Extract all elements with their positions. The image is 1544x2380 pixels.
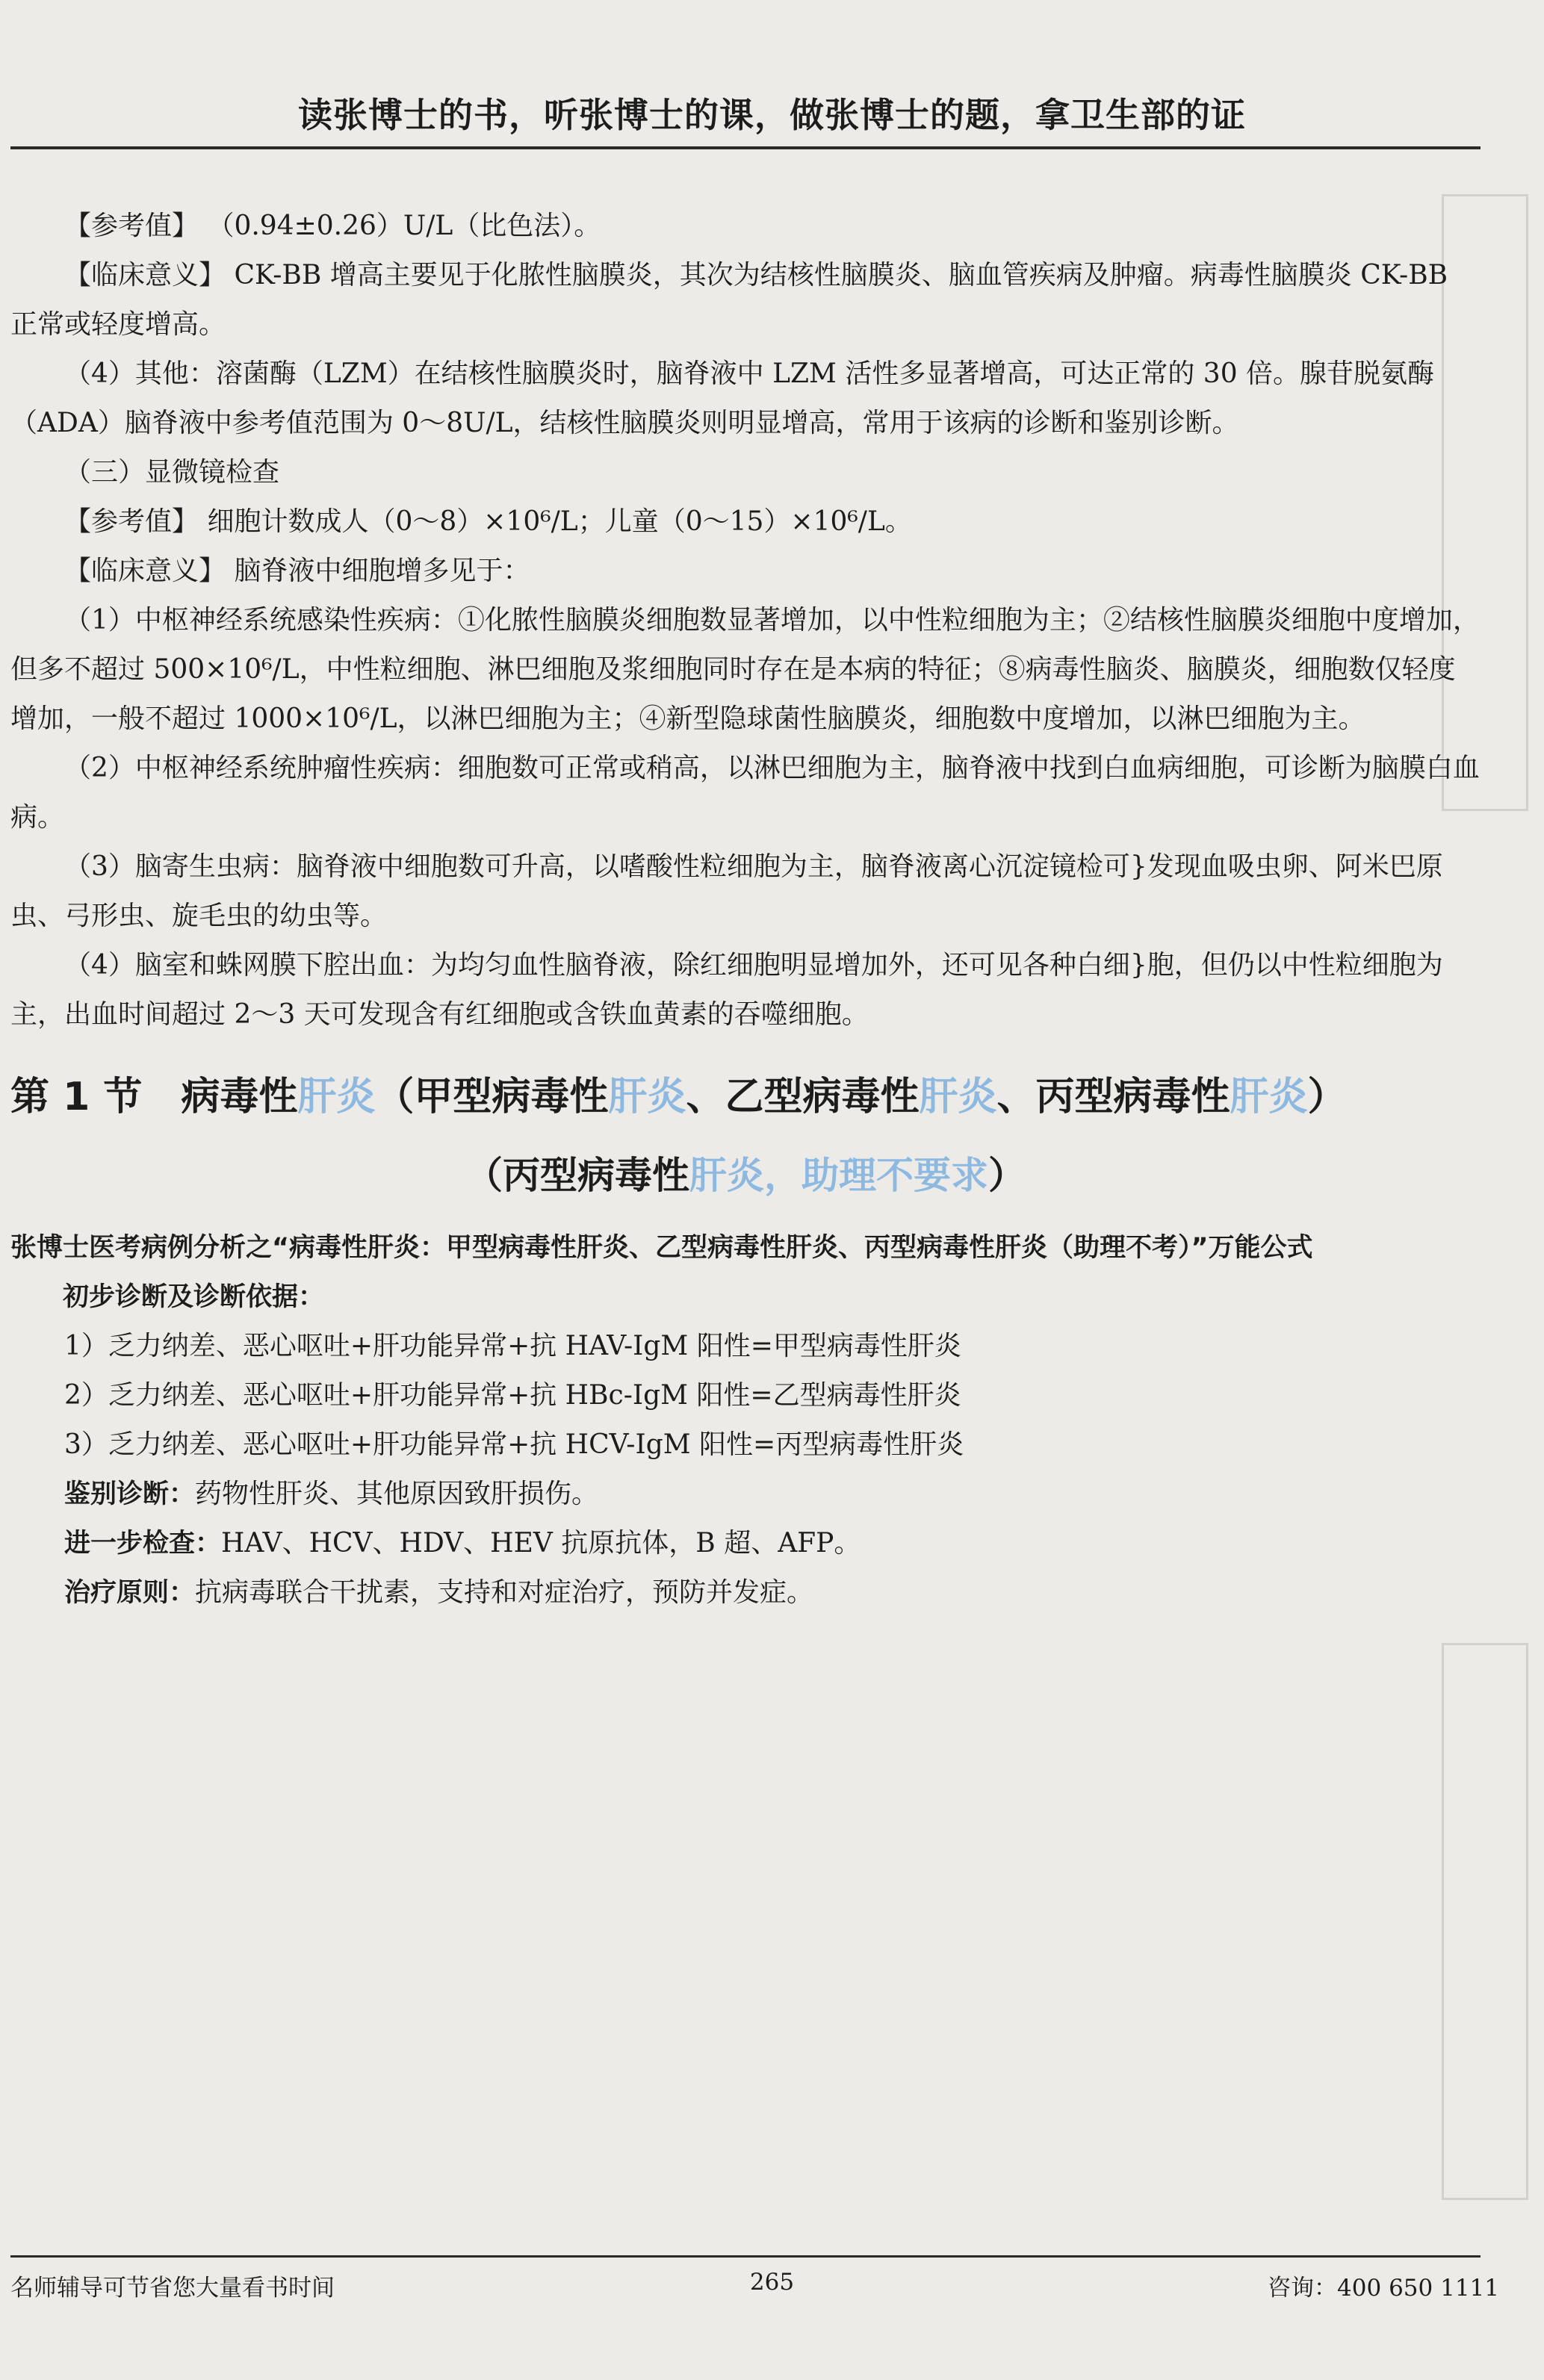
- section-heading: 第 1 节 病毒性肝炎（甲型病毒性肝炎、乙型病毒性肝炎、丙型病毒性肝炎）: [10, 1075, 1347, 1119]
- section-subheading: （丙型病毒性肝炎，助理不要求）: [465, 1154, 1026, 1197]
- bleed-through-box: [1442, 1643, 1528, 2200]
- diagnosis-heading: 初步诊断及诊断依据：: [63, 1282, 325, 1312]
- further-examination: 进一步检查：HAV、HCV、HDV、HEV 抗原抗体，B 超、AFP。: [64, 1528, 861, 1559]
- formula-intro: 张博士医考病例分析之“病毒性肝炎：甲型病毒性肝炎、乙型病毒性肝炎、丙型病毒性肝炎（助理不考）”万能公式: [10, 1233, 1313, 1263]
- footer-hotline: 咨询：400 650 1111: [1268, 2275, 1499, 2302]
- hemorrhage-item: （4）脑室和蛛网膜下腔出血：为均匀血性脑脊液，除红细胞明显增加外，还可见各种白细}胞，但仍以中性粒细胞为主，出血时间超过 2～3 天可发现含有红细胞或含铁血黄素的吞噬细胞。: [10, 950, 1443, 1030]
- page-header-title: 读张博士的书，听张博士的课，做张博士的题，拿卫生部的证: [298, 95, 1246, 135]
- differential-diagnosis: 鉴别诊断：药物性肝炎、其他原因致肝损伤。: [64, 1479, 599, 1509]
- microscopy-heading: （三）显微镜检查: [64, 457, 280, 488]
- clinical-significance-ckbb: 【临床意义】 CK-BB 增高主要见于化脓性脑膜炎，其次为结核性脑膜炎、脑血管疾病及肿瘤。病毒性脑膜炎 CK-BB 正常或轻度增高。: [10, 260, 1448, 340]
- diagnosis-hav: 1）乏力纳差、恶心呕吐+肝功能异常+抗 HAV-IgM 阳性=甲型病毒性肝炎: [64, 1331, 961, 1361]
- footer-slogan: 名师辅导可节省您大量看书时间: [10, 2275, 335, 2302]
- footer-rule: [10, 2255, 1481, 2258]
- header-rule: [10, 146, 1481, 149]
- other-enzymes-paragraph: （4）其他：溶菌酶（LZM）在结核性脑膜炎时，脑脊液中 LZM 活性多显著增高，可达正常的 30 倍。腺苷脱氨酶（ADA）脑脊液中参考值范围为 0～8U/L，结核性脑膜炎则明显增高，常用于该病的诊断和鉴别诊断。: [10, 358, 1435, 438]
- clinical-significance-cells: 【临床意义】 脑脊液中细胞增多见于：: [64, 556, 530, 586]
- ref-value-ckbb: 【参考值】 （0.94±0.26）U/L（比色法）。: [64, 211, 601, 241]
- ref-value-cell-count: 【参考值】 细胞计数成人（0～8）×10⁶/L；儿童（0～15）×10⁶/L。: [64, 506, 912, 537]
- cns-infection-item: （1）中枢神经系统感染性疾病：①化脓性脑膜炎细胞数显著增加，以中性粒细胞为主；②结核性脑膜炎细胞中度增加，但多不超过 500×10⁶/L，中性粒细胞、淋巴细胞及浆细胞同时存在是本病的特征；⑧病毒性脑炎、脑膜炎，细胞数仅轻度增加，一般不超过 1000×10⁶/L，以淋巴细胞为主；④新型隐球菌性脑膜炎，细胞数中度增加，以淋巴细胞为主。: [10, 605, 1480, 734]
- diagnosis-hcv: 3）乏力纳差、恶心呕吐+肝功能异常+抗 HCV-IgM 阳性=丙型病毒性肝炎: [64, 1429, 964, 1460]
- page-number: 265: [749, 2269, 795, 2296]
- treatment-principle: 治疗原则：抗病毒联合干扰素，支持和对症治疗，预防并发症。: [64, 1577, 814, 1608]
- parasite-item: （3）脑寄生虫病：脑脊液中细胞数可升高，以嗜酸性粒细胞为主，脑脊液离心沉淀镜检可}发现血吸虫卵、阿米巴原虫、弓形虫、旋毛虫的幼虫等。: [10, 851, 1443, 931]
- cns-tumor-item: （2）中枢神经系统肿瘤性疾病：细胞数可正常或稍高，以淋巴细胞为主，脑脊液中找到白血病细胞，可诊断为脑膜白血病。: [10, 753, 1480, 833]
- diagnosis-hbv: 2）乏力纳差、恶心呕吐+肝功能异常+抗 HBc-IgM 阳性=乙型病毒性肝炎: [64, 1380, 961, 1411]
- page-body: [10, 202, 1481, 1618]
